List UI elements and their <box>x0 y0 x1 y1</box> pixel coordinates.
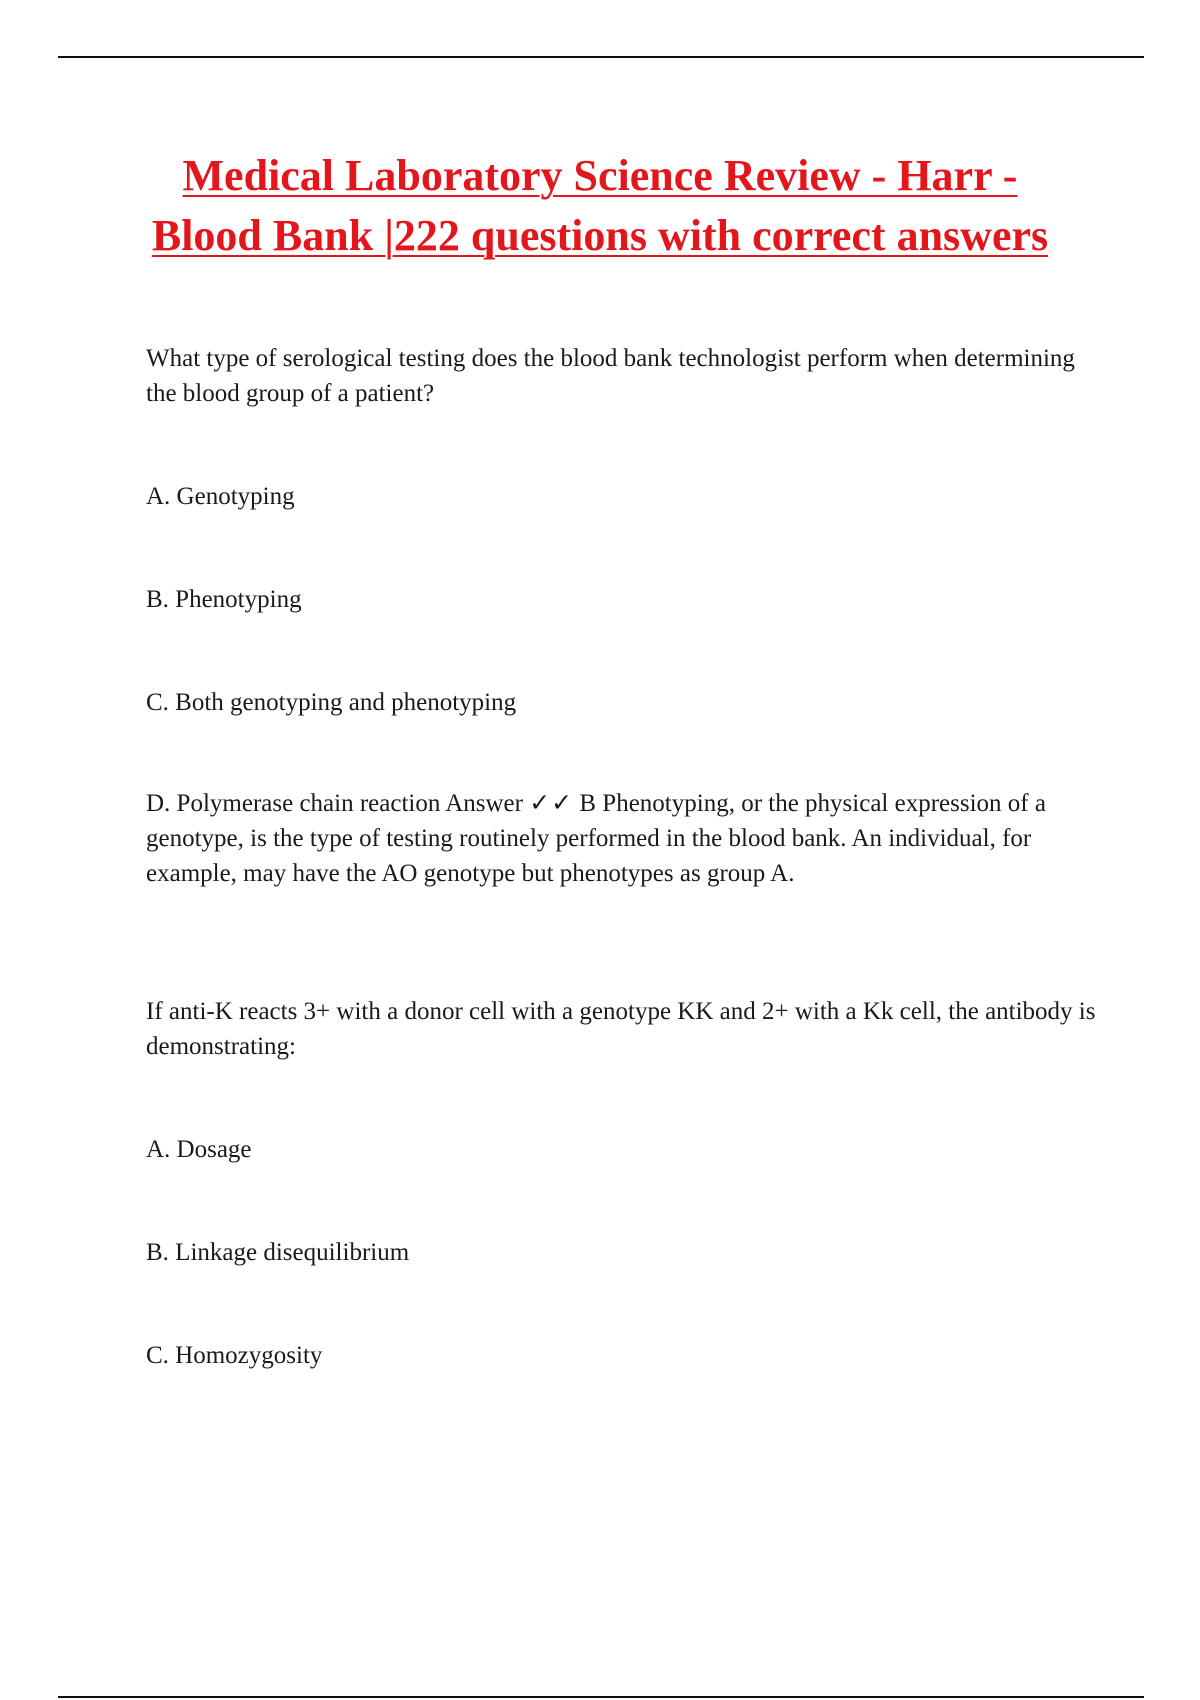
question-2-option-b: B. Linkage disequilibrium <box>146 1239 410 1266</box>
header-rule <box>58 56 1144 58</box>
question-1-stem: What type of serological testing does the blood bank technologist perform when determining the blood group of a patient? <box>146 345 1075 407</box>
question-2-option-a: A. Dosage <box>146 1136 252 1163</box>
question-1-option-d-with-answer <box>146 786 1096 891</box>
question-1-option-c: C. Both genotyping and phenotyping <box>146 689 517 716</box>
question-2-stem: If anti-K reacts 3+ with a donor cell with a genotype KK and 2+ with a Kk cell, the antibody is demonstrating: <box>146 998 1096 1060</box>
document-title <box>130 146 1070 266</box>
checkmark-icon: ✓✓ <box>529 790 574 817</box>
question-1-option-a: A. Genotyping <box>146 483 295 510</box>
document-title-text: Medical Laboratory Science Review - Harr - Blood Bank |222 questions with correct answers <box>151 151 1049 260</box>
question-1-option-b: B. Phenotyping <box>146 586 302 613</box>
question-1-option-d: D. Polymerase chain reaction Answer <box>146 790 523 817</box>
question-1-answer-explanation: B Phenotyping, or the physical expression of a genotype, is the type of testing routinely performed in the blood bank. An individual, for example, may have the AO genotype but phenotypes as group A. <box>146 790 1046 887</box>
footer-rule <box>58 1696 1144 1698</box>
question-2-option-c: C. Homozygosity <box>146 1342 323 1369</box>
